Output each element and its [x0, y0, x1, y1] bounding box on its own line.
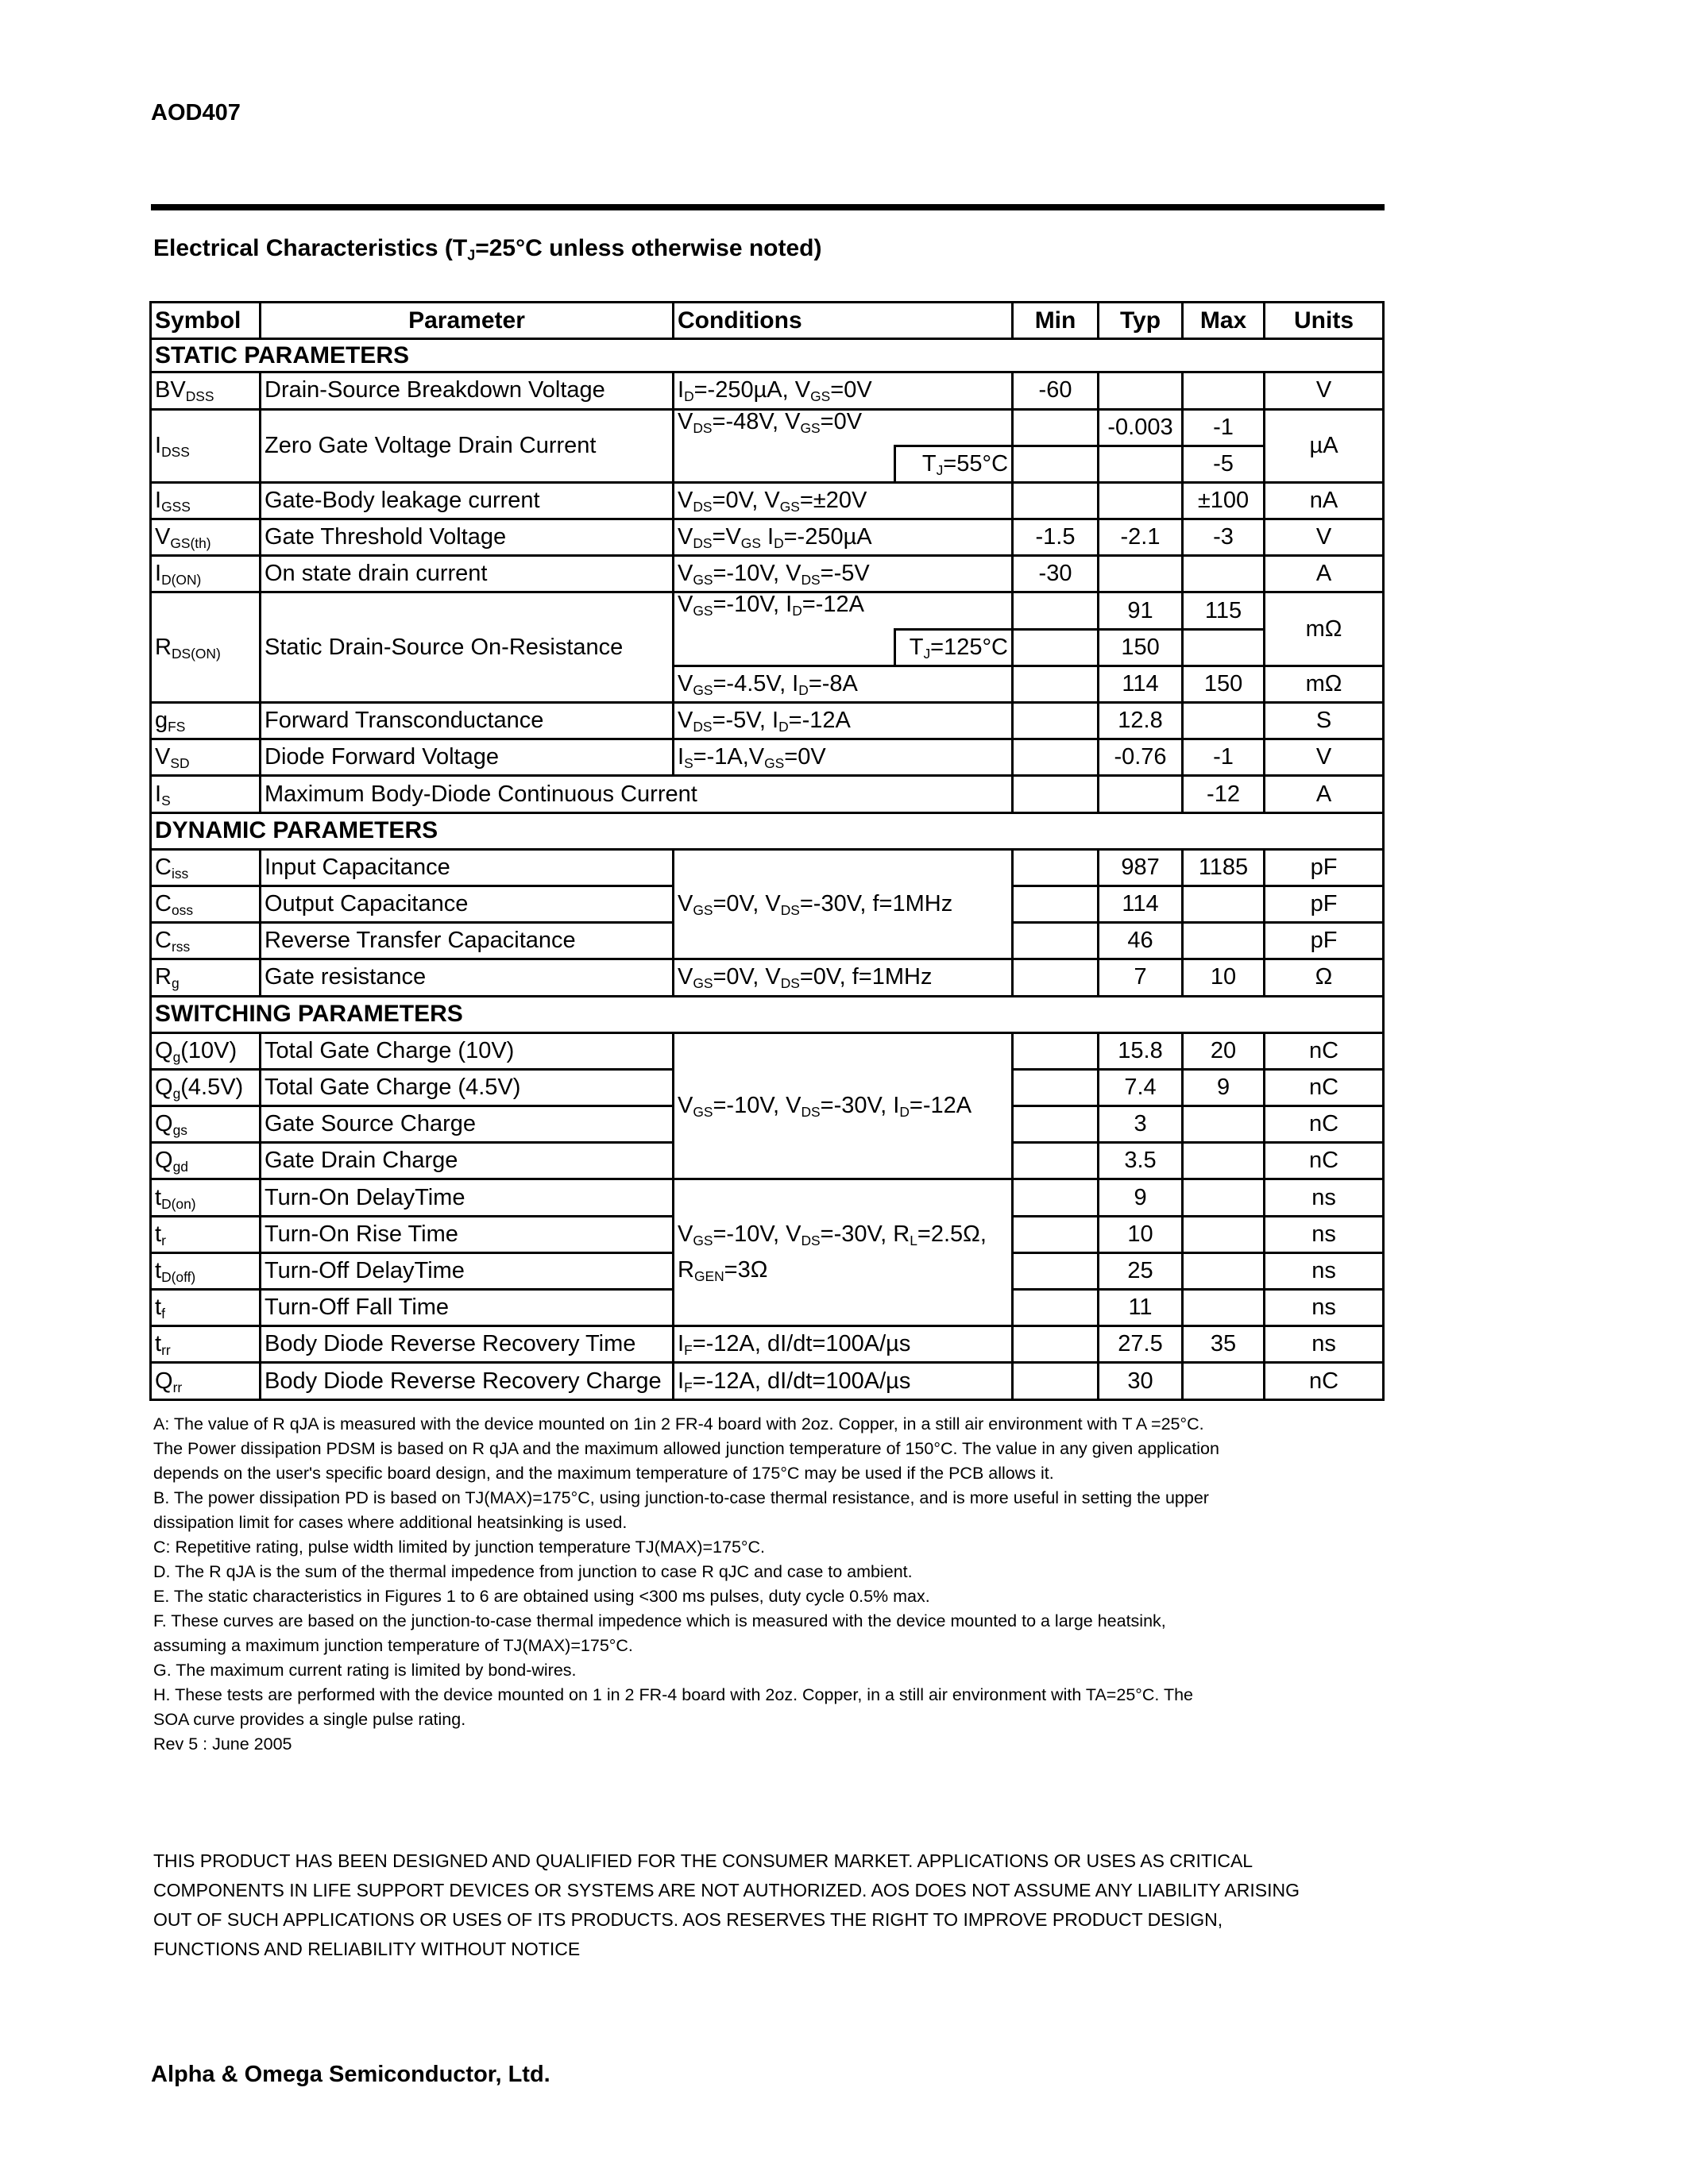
conditions-cell: $I_F=-12A$, dI/dt=100A/µs — [674, 1326, 1013, 1363]
units-cell: nC — [1265, 1069, 1384, 1106]
disclaimer — [153, 1846, 1393, 1964]
min-cell — [1013, 776, 1099, 812]
page-title: Electrical Characteristics ($T_J=25^\circ C$ unless otherwise noted) — [153, 235, 822, 264]
symbol-cell: $Q_{rr}$ — [151, 1363, 261, 1400]
max-cell — [1183, 556, 1265, 592]
conditions-cell: $V_{GS}=-10V$, $V_{DS}=-30V$, $R_L=2.5\Omega$, $R_{GEN}=3\Omega$ — [674, 1179, 1013, 1326]
max-cell: -1 — [1183, 409, 1265, 446]
typ-cell: 25 — [1099, 1252, 1183, 1289]
symbol-cell: $Q_g(10V)$ — [151, 1032, 261, 1069]
header-rule — [151, 204, 1385, 210]
parameter-cell: Turn-On Rise Time — [261, 1216, 674, 1252]
revision-line: Rev 5 : June 2005 — [153, 1734, 292, 1754]
symbol-cell: $I_S$ — [151, 776, 261, 812]
min-cell — [1013, 1252, 1099, 1289]
typ-cell — [1099, 446, 1183, 482]
parameter-cell: Gate resistance — [261, 959, 674, 996]
symbol-cell: $R_g$ — [151, 959, 261, 996]
min-cell — [1013, 1290, 1099, 1326]
symbol-cell: $C_{oss}$ — [151, 886, 261, 922]
max-cell: 10 — [1183, 959, 1265, 996]
units-cell: nC — [1265, 1143, 1384, 1179]
symbol-cell: $V_{GS(th)}$ — [151, 519, 261, 556]
units-cell: ns — [1265, 1252, 1384, 1289]
min-cell — [1013, 666, 1099, 702]
units-cell: mΩ — [1265, 666, 1384, 702]
min-cell — [1013, 1363, 1099, 1400]
disclaimer-line: COMPONENTS IN LIFE SUPPORT DEVICES OR SYSTEMS ARE NOT AUTHORIZED. AOS DOES NOT ASSUME ANY LIABILITY ARISING — [153, 1880, 1300, 1900]
parameter-cell: Input Capacitance — [261, 849, 674, 886]
table-row — [151, 1032, 1384, 1069]
max-cell — [1183, 629, 1265, 666]
units-cell: µA — [1265, 409, 1384, 482]
typ-cell: 15.8 — [1099, 1032, 1183, 1069]
typ-cell: -2.1 — [1099, 519, 1183, 556]
symbol-cell: $t_{rr}$ — [151, 1326, 261, 1363]
units-cell: nC — [1265, 1106, 1384, 1143]
conditions-cell: $I_S=-1A,V_{GS}=0V$ — [674, 739, 1013, 776]
max-cell — [1183, 1216, 1265, 1252]
header-units: Units — [1265, 303, 1384, 339]
header-min: Min — [1013, 303, 1099, 339]
parameter-cell: Gate Source Charge — [261, 1106, 674, 1143]
conditions-cell: $V_{GS}=0V$, $V_{DS}=-30V$, f=1MHz — [674, 849, 1013, 959]
max-cell: 9 — [1183, 1069, 1265, 1106]
typ-cell: -0.003 — [1099, 409, 1183, 446]
section-row — [151, 339, 1384, 372]
units-cell: nA — [1265, 482, 1384, 519]
max-cell: -3 — [1183, 519, 1265, 556]
header-parameter: Parameter — [261, 303, 674, 339]
table-row — [151, 739, 1384, 776]
min-cell: -30 — [1013, 556, 1099, 592]
conditions-cell: $V_{GS}=-10V$, $I_D=-12A$ — [674, 592, 1013, 629]
conditions-cell: $I_D=-250\mu A$, $V_{GS}=0V$ — [674, 372, 1013, 409]
max-cell: 1185 — [1183, 849, 1265, 886]
footnote-line: E. The static characteristics in Figures 1 to 6 are obtained using <300 ms pulses, duty cycle 0.5% max. — [153, 1587, 930, 1606]
typ-cell: 11 — [1099, 1290, 1183, 1326]
table-row — [151, 959, 1384, 996]
typ-cell: 7.4 — [1099, 1069, 1183, 1106]
conditions-cell: $T_J=125^\circ C$ — [895, 629, 1013, 666]
conditions-cell: $V_{GS}=-10V$, $V_{DS}=-5V$ — [674, 556, 1013, 592]
footnote-line: The Power dissipation PDSM is based on R qJA and the maximum allowed junction temperature of 150°C. The value in any given application — [153, 1439, 1219, 1458]
symbol-cell: $Q_{gs}$ — [151, 1106, 261, 1143]
max-cell — [1183, 1106, 1265, 1143]
symbol-cell: $t_f$ — [151, 1290, 261, 1326]
symbol-cell: $t_r$ — [151, 1216, 261, 1252]
min-cell — [1013, 1216, 1099, 1252]
footnote-line: A: The value of R qJA is measured with the device mounted on 1in 2 FR-4 board with 2oz. Copper, in a still air environment with T A =25°C. — [153, 1414, 1204, 1433]
disclaimer-line: OUT OF SUCH APPLICATIONS OR USES OF ITS PRODUCTS. AOS RESERVES THE RIGHT TO IMPROVE PRODUCT DESIGN, — [153, 1909, 1223, 1930]
parameter-cell: Gate Drain Charge — [261, 1143, 674, 1179]
symbol-cell: $C_{rss}$ — [151, 923, 261, 959]
footnote-line: dissipation limit for cases where additional heatsinking is used. — [153, 1513, 628, 1532]
min-cell — [1013, 592, 1099, 629]
conditions-cell: $V_{GS}=0V$, $V_{DS}=0V$, f=1MHz — [674, 959, 1013, 996]
table-row — [151, 482, 1384, 519]
units-cell: A — [1265, 776, 1384, 812]
symbol-cell: $I_{D(ON)}$ — [151, 556, 261, 592]
parameter-cell: Gate Threshold Voltage — [261, 519, 674, 556]
table-row — [151, 519, 1384, 556]
footnote-line: D. The R qJA is the sum of the thermal impedence from junction to case R qJC and case to ambient. — [153, 1562, 913, 1581]
units-cell: nC — [1265, 1032, 1384, 1069]
units-cell: S — [1265, 703, 1384, 739]
electrical-characteristics-table — [149, 301, 1385, 1401]
table-row — [151, 776, 1384, 812]
min-cell — [1013, 409, 1099, 446]
typ-cell: 114 — [1099, 886, 1183, 922]
typ-cell: 114 — [1099, 666, 1183, 702]
max-cell — [1183, 372, 1265, 409]
footnote-line: assuming a maximum junction temperature of TJ(MAX)=175°C. — [153, 1636, 633, 1655]
min-cell — [1013, 886, 1099, 922]
parameter-cell: Body Diode Reverse Recovery Time — [261, 1326, 674, 1363]
min-cell: -60 — [1013, 372, 1099, 409]
max-cell — [1183, 1143, 1265, 1179]
units-cell: pF — [1265, 886, 1384, 922]
typ-cell: -0.76 — [1099, 739, 1183, 776]
max-cell: 115 — [1183, 592, 1265, 629]
symbol-cell: $t_{D(on)}$ — [151, 1179, 261, 1216]
typ-cell: 30 — [1099, 1363, 1183, 1400]
min-cell — [1013, 849, 1099, 886]
parameter-cell: On state drain current — [261, 556, 674, 592]
parameter-cell: Total Gate Charge (4.5V) — [261, 1069, 674, 1106]
units-cell: Ω — [1265, 959, 1384, 996]
max-cell — [1183, 1290, 1265, 1326]
max-cell: -5 — [1183, 446, 1265, 482]
typ-cell: 46 — [1099, 923, 1183, 959]
units-cell: A — [1265, 556, 1384, 592]
min-cell: -1.5 — [1013, 519, 1099, 556]
company-name: Alpha & Omega Semiconductor, Ltd. — [151, 2062, 550, 2087]
table-row — [151, 1363, 1384, 1400]
parameter-cell: Total Gate Charge (10V) — [261, 1032, 674, 1069]
footnote-line: C: Repetitive rating, pulse width limited by junction temperature TJ(MAX)=175°C. — [153, 1538, 766, 1557]
typ-cell: 150 — [1099, 629, 1183, 666]
typ-cell: 91 — [1099, 592, 1183, 629]
typ-cell: 3.5 — [1099, 1143, 1183, 1179]
parameter-cell: Forward Transconductance — [261, 703, 674, 739]
units-cell: V — [1265, 372, 1384, 409]
typ-cell: 12.8 — [1099, 703, 1183, 739]
symbol-cell: $BV_{DSS}$ — [151, 372, 261, 409]
section-row — [151, 812, 1384, 849]
min-cell — [1013, 1179, 1099, 1216]
parameter-cell: Turn-On DelayTime — [261, 1179, 674, 1216]
disclaimer-line: FUNCTIONS AND RELIABILITY WITHOUT NOTICE — [153, 1939, 581, 1959]
units-cell: V — [1265, 519, 1384, 556]
table-header-row — [151, 303, 1384, 339]
max-cell — [1183, 923, 1265, 959]
table-row — [151, 592, 1384, 629]
typ-cell: 3 — [1099, 1106, 1183, 1143]
symbol-cell: $Q_g(4.5V)$ — [151, 1069, 261, 1106]
conditions-cell: $I_F=-12A$, dI/dt=100A/µs — [674, 1363, 1013, 1400]
footnotes — [153, 1412, 1377, 1757]
section-switching: SWITCHING PARAMETERS — [151, 996, 1384, 1032]
max-cell: 35 — [1183, 1326, 1265, 1363]
conditions-cell: $V_{DS}=-48V$, $V_{GS}=0V$ — [674, 409, 1013, 446]
header-symbol: Symbol — [151, 303, 261, 339]
footnote-line: B. The power dissipation PD is based on TJ(MAX)=175°C, using junction-to-case thermal resistance, and is more useful in setting the upper — [153, 1488, 1209, 1507]
units-cell: ns — [1265, 1290, 1384, 1326]
table-row — [151, 1326, 1384, 1363]
units-cell: ns — [1265, 1216, 1384, 1252]
part-number: AOD407 — [151, 100, 241, 125]
min-cell — [1013, 703, 1099, 739]
max-cell: -1 — [1183, 739, 1265, 776]
units-cell: ns — [1265, 1179, 1384, 1216]
parameter-cell: Gate-Body leakage current — [261, 482, 674, 519]
section-row — [151, 996, 1384, 1032]
table-row — [151, 1179, 1384, 1216]
parameter-cell: Turn-Off Fall Time — [261, 1290, 674, 1326]
max-cell — [1183, 1252, 1265, 1289]
max-cell — [1183, 703, 1265, 739]
units-cell: ns — [1265, 1326, 1384, 1363]
max-cell: -12 — [1183, 776, 1265, 812]
min-cell — [1013, 446, 1099, 482]
parameter-cell: Static Drain-Source On-Resistance — [261, 592, 674, 703]
section-dynamic: DYNAMIC PARAMETERS — [151, 812, 1384, 849]
parameter-cell: Maximum Body-Diode Continuous Current — [261, 776, 1013, 812]
typ-cell: 9 — [1099, 1179, 1183, 1216]
table-row — [151, 556, 1384, 592]
footnote-line: SOA curve provides a single pulse rating. — [153, 1710, 466, 1729]
min-cell — [1013, 482, 1099, 519]
units-cell: mΩ — [1265, 592, 1384, 666]
max-cell: 150 — [1183, 666, 1265, 702]
parameter-cell: Reverse Transfer Capacitance — [261, 923, 674, 959]
parameter-cell: Diode Forward Voltage — [261, 739, 674, 776]
typ-cell: 7 — [1099, 959, 1183, 996]
min-cell — [1013, 629, 1099, 666]
typ-cell — [1099, 776, 1183, 812]
parameter-cell: Drain-Source Breakdown Voltage — [261, 372, 674, 409]
footnote-line: H. These tests are performed with the device mounted on 1 in 2 FR-4 board with 2oz. Copper, in a still air environment with TA=25°C. The — [153, 1685, 1194, 1704]
typ-cell — [1099, 556, 1183, 592]
min-cell — [1013, 739, 1099, 776]
typ-cell: 10 — [1099, 1216, 1183, 1252]
typ-cell: 987 — [1099, 849, 1183, 886]
symbol-cell: $I_{DSS}$ — [151, 409, 261, 482]
conditions-cell: $V_{GS}=-4.5V$, $I_D=-8A$ — [674, 666, 1013, 702]
conditions-cell: $V_{DS}=-5V$, $I_D=-12A$ — [674, 703, 1013, 739]
typ-cell — [1099, 372, 1183, 409]
footnote-line: F. These curves are based on the junction-to-case thermal impedence which is measured with the device mounted to a large heatsink, — [153, 1611, 1166, 1630]
parameter-cell: Turn-Off DelayTime — [261, 1252, 674, 1289]
symbol-cell: $Q_{gd}$ — [151, 1143, 261, 1179]
parameter-cell: Zero Gate Voltage Drain Current — [261, 409, 674, 482]
symbol-cell: $I_{GSS}$ — [151, 482, 261, 519]
symbol-cell: $g_{FS}$ — [151, 703, 261, 739]
min-cell — [1013, 923, 1099, 959]
symbol-cell: $R_{DS(ON)}$ — [151, 592, 261, 703]
min-cell — [1013, 1069, 1099, 1106]
min-cell — [1013, 1326, 1099, 1363]
conditions-cell: $V_{DS}=0V$, $V_{GS}=\pm 20V$ — [674, 482, 1013, 519]
max-cell — [1183, 1179, 1265, 1216]
min-cell — [1013, 1143, 1099, 1179]
conditions-cell: $T_J=55^\circ C$ — [895, 446, 1013, 482]
parameter-cell: Body Diode Reverse Recovery Charge — [261, 1363, 674, 1400]
units-cell: nC — [1265, 1363, 1384, 1400]
disclaimer-line: THIS PRODUCT HAS BEEN DESIGNED AND QUALIFIED FOR THE CONSUMER MARKET. APPLICATIONS OR USES AS CRITICAL — [153, 1850, 1253, 1871]
header-max: Max — [1183, 303, 1265, 339]
max-cell — [1183, 1363, 1265, 1400]
max-cell: ±100 — [1183, 482, 1265, 519]
typ-cell: 27.5 — [1099, 1326, 1183, 1363]
conditions-cell: $V_{GS}=-10V$, $V_{DS}=-30V$, $I_D=-12A$ — [674, 1032, 1013, 1179]
typ-cell — [1099, 482, 1183, 519]
units-cell: pF — [1265, 849, 1384, 886]
footnote-line: G. The maximum current rating is limited by bond-wires. — [153, 1661, 577, 1680]
parameter-cell: Output Capacitance — [261, 886, 674, 922]
symbol-cell: $V_{SD}$ — [151, 739, 261, 776]
conditions-cell: $V_{DS}=V_{GS}$ $I_D=-250\mu A$ — [674, 519, 1013, 556]
table-row — [151, 372, 1384, 409]
min-cell — [1013, 1106, 1099, 1143]
table-row — [151, 849, 1384, 886]
max-cell: 20 — [1183, 1032, 1265, 1069]
min-cell — [1013, 959, 1099, 996]
min-cell — [1013, 1032, 1099, 1069]
footnote-line: depends on the user's specific board design, and the maximum temperature of 175°C may be used if the PCB allows it. — [153, 1464, 1054, 1483]
header-typ: Typ — [1099, 303, 1183, 339]
table-row — [151, 703, 1384, 739]
symbol-cell: $C_{iss}$ — [151, 849, 261, 886]
header-conditions: Conditions — [674, 303, 1013, 339]
max-cell — [1183, 886, 1265, 922]
units-cell: V — [1265, 739, 1384, 776]
units-cell: pF — [1265, 923, 1384, 959]
symbol-cell: $t_{D(off)}$ — [151, 1252, 261, 1289]
section-static: STATIC PARAMETERS — [151, 339, 1384, 372]
table-row — [151, 409, 1384, 446]
